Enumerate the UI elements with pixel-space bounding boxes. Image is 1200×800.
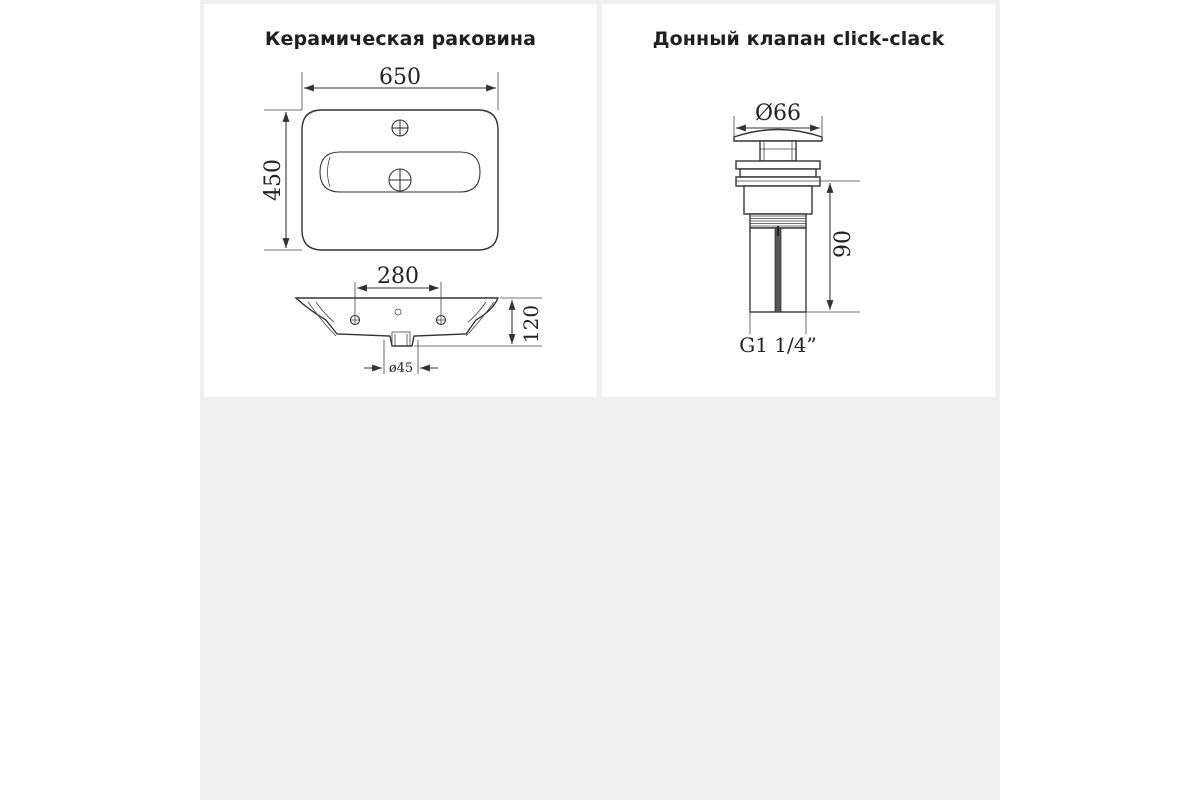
drain-diameter-label: ø45	[388, 361, 414, 376]
valve-panel	[602, 4, 995, 397]
width-dimension	[302, 65, 498, 110]
sink-side-view	[296, 298, 498, 346]
tap-spacing-label: 280	[377, 264, 419, 289]
valve-height-dimension	[806, 181, 860, 312]
valve-diameter-label: Ø66	[754, 101, 802, 126]
width-dimension-label: 650	[379, 65, 421, 90]
valve-thread-label: G1 1/4”	[739, 333, 817, 357]
depth-dimension-label: 450	[261, 159, 286, 201]
valve-cap	[734, 130, 822, 142]
height-dimension-label: 120	[519, 304, 543, 344]
valve-panel-title: Донный клапан click-clack	[652, 28, 945, 50]
sink-drawing	[204, 4, 597, 397]
sink-top-view	[302, 110, 498, 250]
valve-body	[734, 130, 822, 313]
sink-panel	[204, 4, 597, 397]
depth-dimension	[261, 110, 302, 250]
valve-height-label: 90	[831, 230, 856, 258]
valve-drawing	[602, 4, 995, 397]
sink-panel-title: Керамическая раковина	[264, 28, 537, 50]
